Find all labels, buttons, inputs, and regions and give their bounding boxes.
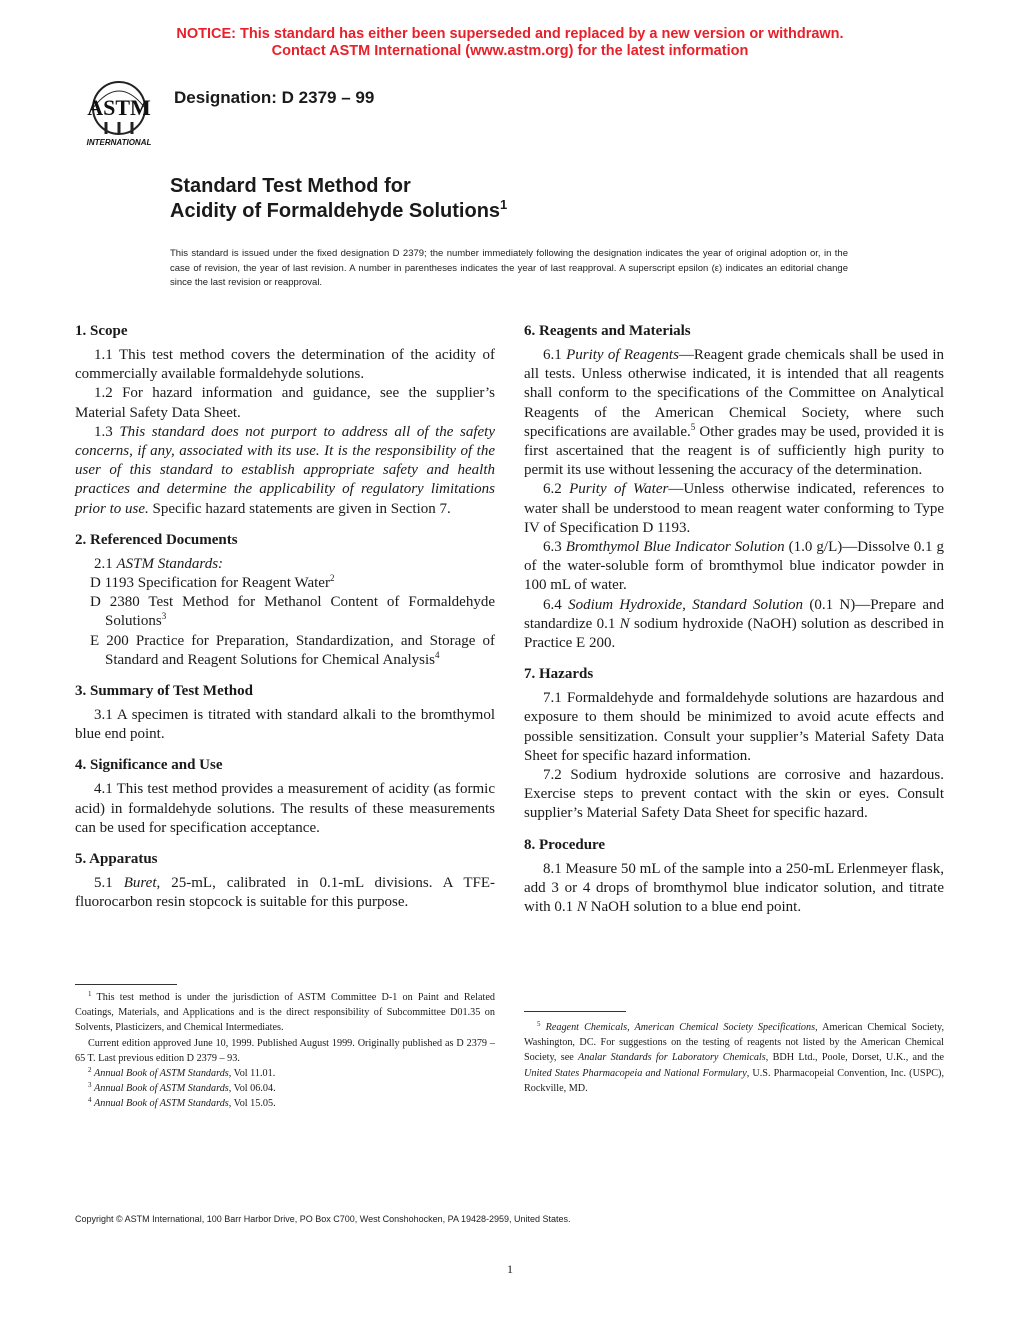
footnote	[75, 1066, 495, 1081]
paragraph-text: —Reagent grade chemicals shall be used in all tests. Unless otherwise indicated, it is intended that all reagents shall conform to the specifications of the Committee on Analytical Reagents of the American Chemical Society, where such specifications are available.	[524, 347, 945, 440]
paragraph-text: Specific hazard statements are given in Section 7.	[148, 500, 451, 517]
footnote-rule	[75, 984, 177, 985]
footnote-rule	[524, 1011, 626, 1012]
title-footnote-ref: 1	[500, 197, 508, 212]
paragraph-text: (1.0 g/L)—Dissolve 0.1 g of the water-soluble form of bromthymol blue indicator powder in 100 mL of water.	[524, 539, 944, 594]
footnote-number: 3	[88, 1081, 92, 1090]
paragraph: 3.1 A specimen is titrated with standard alkali to the bromthymol blue end point.	[75, 707, 495, 743]
paragraph	[75, 874, 495, 912]
footnote-text: , U.S. Pharmacopeial Convention, Inc. (USPC), Rockville, MD.	[524, 1067, 944, 1094]
footnote-text: , BDH Ltd., Poole, Dorset, U.K., and the	[765, 1052, 944, 1064]
paragraph	[524, 860, 944, 918]
normality-symbol: N	[619, 615, 630, 632]
footnote-text: , Vol 15.05.	[228, 1098, 276, 1110]
logo-letters: ASTM	[87, 95, 151, 120]
paragraph-number: 6.2	[543, 481, 570, 498]
section-apparatus	[75, 850, 495, 912]
title-line-1: Standard Test Method for	[170, 175, 411, 197]
item-name: Purity of Reagents	[566, 347, 679, 363]
footnote-text: , Vol 11.01.	[228, 1068, 276, 1080]
right-column	[524, 322, 944, 929]
paragraph-number: 2.1	[94, 555, 117, 572]
item-name: Bromthymol Blue Indicator Solution	[565, 539, 785, 556]
footnote-text: This test method is under the jurisdiction of ASTM Committee D-1 on Paint and Related Coatings, Materials, and Applications and is the direct responsibility of Subcommittee D01.35 on Solvents, Plasticizers, and Chemical Intermediates.	[75, 992, 495, 1034]
left-column	[75, 322, 495, 924]
footnote	[524, 1020, 944, 1096]
normality-symbol: N	[576, 899, 587, 916]
item-name: Buret	[123, 875, 157, 892]
footnote-italic: Analar Standards for Laboratory Chemicals	[578, 1052, 766, 1064]
paragraph-text: NaOH solution to a blue end point.	[586, 899, 802, 916]
footnotes-left	[75, 990, 495, 1112]
subheading: ASTM Standards:	[116, 555, 224, 572]
section-heading: 3. Summary of Test Method	[75, 683, 253, 700]
paragraph-text: Other grades may be used, provided it is first ascertained that the reagent is of sufficiently high purity to permit its use without lessening the accuracy of the determination.	[524, 423, 944, 479]
reference-item	[90, 574, 495, 593]
footnote-text: , American Chemical Society, Washington, DC. For suggestions on the testing of reagents not listed by the American Chemical Society, see	[524, 1022, 945, 1064]
astm-logo-mark	[76, 78, 162, 150]
paragraph	[524, 480, 944, 538]
paragraph-number: 1.3	[94, 423, 120, 440]
reference-text: D 1193 Specification for Reagent Water	[90, 575, 330, 592]
footnote-italic: Annual Book of ASTM Standards	[94, 1083, 229, 1095]
footnotes-right	[524, 1020, 944, 1096]
footnote-italic: Reagent Chemicals, American Chemical Society Specifications	[545, 1022, 816, 1033]
document-title	[170, 174, 507, 224]
footnote-number: 1	[88, 990, 92, 998]
footnote-ref: 3	[161, 611, 167, 622]
paragraph: 7.2 Sodium hydroxide solutions are corrosive and hazardous. Exercise steps to prevent contact with the skin or eyes. Consult supplier’s Material Safety Data Sheet for specific hazard.	[524, 767, 944, 822]
paragraph-text: , 25-mL, calibrated in 0.1-mL divisions. A TFE-fluorocarbon resin stopcock is suitable for this purpose.	[75, 875, 496, 911]
section-procedure	[524, 836, 944, 918]
paragraph-number: 5.1	[94, 875, 124, 892]
footnote: Current edition approved June 10, 1999. Published August 1999. Originally published as D 2379 – 65 T. Last previous edition D 2379 – 93.	[75, 1037, 495, 1064]
section-heading: 1. Scope	[75, 323, 128, 339]
logo-subtitle: INTERNATIONAL	[86, 138, 152, 147]
section-significance	[75, 756, 495, 838]
section-heading: 8. Procedure	[524, 836, 606, 853]
withdrawal-notice	[0, 26, 1020, 60]
title-line-2	[170, 199, 507, 224]
footnote-ref: 5	[690, 421, 696, 432]
paragraph-text: sodium hydroxide (NaOH) solution as described in Practice E 200.	[524, 615, 944, 652]
paragraph	[524, 538, 944, 596]
item-name: Sodium Hydroxide, Standard Solution	[568, 596, 803, 613]
section-heading: 7. Hazards	[524, 666, 594, 683]
reference-text: D 2380 Test Method for Methanol Content of Formaldehyde Solutions	[90, 594, 495, 630]
section-heading: 4. Significance and Use	[75, 757, 223, 774]
footnote-number: 4	[88, 1096, 92, 1105]
item-name: Purity of Water	[569, 481, 669, 498]
reference-item	[90, 632, 495, 670]
paragraph: 4.1 This test method provides a measurement of acidity (as formic acid) in formaldehyde solutions. The results of these measurements can be used for specification acceptance.	[75, 781, 495, 836]
designation-note: This standard is issued under the fixed designation D 2379; the number immediately following the designation indicates the year of original adoption or, in the case of revision, the year of last revision. A number in parentheses indicates the year of last reapproval. A superscript epsilon (ε) indicates an editorial change since the last revision or reapproval.	[170, 248, 848, 289]
footnote-ref: 2	[329, 573, 335, 584]
footnote	[75, 990, 495, 1036]
footnote-italic: Annual Book of ASTM Standards	[94, 1068, 229, 1080]
paragraph	[75, 423, 495, 519]
paragraph-number: 6.4	[543, 596, 569, 613]
paragraph-number: 6.3	[543, 539, 566, 556]
paragraph-text: 8.1 Measure 50 mL of the sample into a 250-mL Erlenmeyer flask, add 3 or 4 drops of bromthymol blue indicator solution, and titrate with 0.1	[524, 860, 944, 916]
reference-text: E 200 Practice for Preparation, Standardization, and Storage of Standard and Reagent Solutions for Chemical Analysis	[90, 632, 495, 668]
section-reagents	[524, 322, 944, 653]
title-line-2-text: Acidity of Formaldehyde Solutions	[170, 200, 501, 222]
caveat-text: This standard does not purport to address all of the safety concerns, if any, associated with its use. It is the responsibility of the user of this standard to establish appropriate safety and health practices and determine the applicability of regulatory limitations prior to use.	[75, 423, 496, 517]
footnote-number: 5	[537, 1020, 541, 1028]
page-number: 1	[507, 1262, 513, 1276]
designation: Designation: D 2379 – 99	[174, 88, 375, 107]
notice-line-2: Contact ASTM International (www.astm.org) for the latest information	[271, 43, 749, 59]
section-referenced-documents	[75, 531, 495, 670]
copyright: Copyright © ASTM International, 100 Barr Harbor Drive, PO Box C700, West Conshohocken, PA 19428-2959, United States.	[75, 1214, 571, 1224]
notice-line-1: NOTICE: This standard has either been superseded and replaced by a new version or withdrawn.	[176, 26, 844, 42]
paragraph	[524, 596, 944, 654]
paragraph-number: 6.1	[543, 347, 567, 363]
astm-logo	[76, 78, 162, 150]
footnote	[75, 1081, 495, 1096]
paragraph	[75, 555, 495, 574]
footnote-italic: Annual Book of ASTM Standards	[94, 1098, 229, 1110]
paragraph: 1.1 This test method covers the determination of the acidity of commercially available formaldehyde solutions.	[75, 347, 495, 383]
footnote-text: , Vol 06.04.	[228, 1083, 276, 1095]
section-scope	[75, 322, 495, 519]
footnote	[75, 1096, 495, 1111]
section-heading: 2. Referenced Documents	[75, 531, 238, 548]
paragraph	[524, 346, 944, 480]
reference-item	[90, 593, 495, 631]
footnote-italic: United States Pharmacopeia and National Formulary	[524, 1067, 747, 1079]
section-hazards	[524, 665, 944, 823]
section-heading: 5. Apparatus	[75, 851, 158, 868]
paragraph-text: —Unless otherwise indicated, references to water shall be understood to mean reagent water conforming to Type IV of Specification D 1193.	[524, 481, 945, 536]
footnote-number: 2	[88, 1066, 92, 1075]
paragraph-text: (0.1 N)—Prepare and standardize 0.1	[524, 596, 944, 632]
section-heading: 6. Reagents and Materials	[524, 323, 691, 339]
section-summary	[75, 682, 495, 744]
paragraph: 1.2 For hazard information and guidance, see the supplier’s Material Safety Data Sheet.	[75, 385, 495, 421]
paragraph: 7.1 Formaldehyde and formaldehyde solutions are hazardous and exposure to them should be minimized to avoid acute effects and possible sensitization. Consult your supplier’s Material Safety Data Sheet for specific hazard information.	[524, 690, 944, 764]
footnote-ref: 4	[434, 649, 440, 660]
